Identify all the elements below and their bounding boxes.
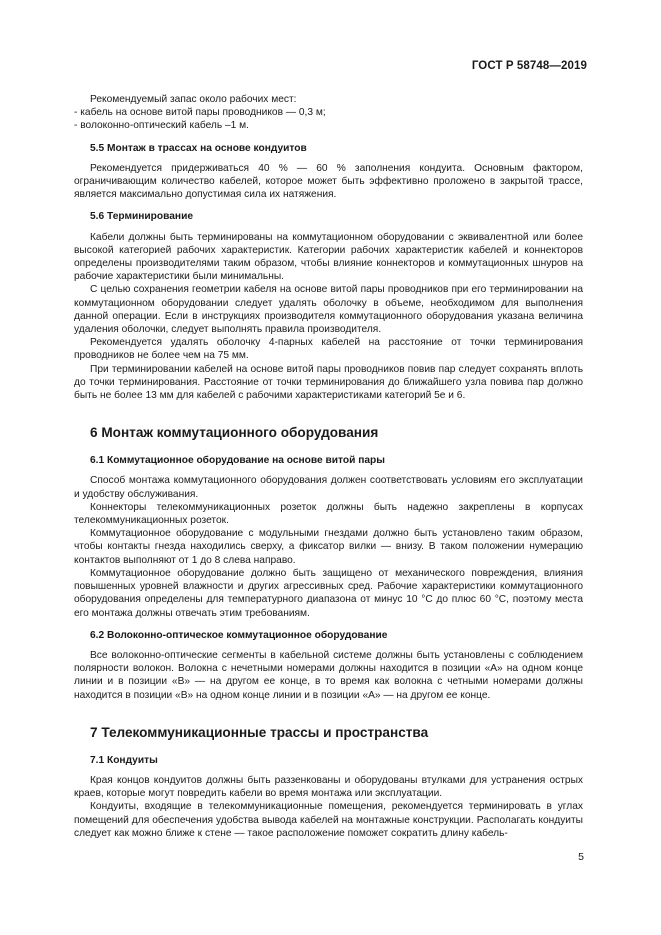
section-heading-7-1: 7.1 Кондуиты (90, 754, 158, 766)
intro-item: - волоконно-оптический кабель –1 м. (74, 120, 249, 132)
paragraph: Все волоконно-оптические сегменты в кабельной системе должны быть установлены с соблюдением полярности волокон. Волокна с нечетными номерами должны находится в позиции «А» на одном конце линии и в позиции «В» — на другом ее конце, в то время как волокна с четными номерами должны находится в позиции «В» на одном конце линии и в позиции «А» — на другом ее конце. (74, 649, 583, 701)
intro-lead: Рекомендуемый запас около рабочих мест: (90, 94, 297, 105)
section-heading-6-1: 6.1 Коммутационное оборудование на основе витой пары (90, 455, 385, 467)
paragraph: Кабели должны быть терминированы на коммутационном оборудовании с эквивалентной или более высокой категорией рабочих характеристик. Категории рабочих характеристик кабелей и коннекторов определены производителями таким образом, чтобы влияние коннекторов и коммутационных шнуров на рабочие характеристики были минимальны. (74, 231, 583, 283)
section-heading-6-2: 6.2 Волоконно-оптическое коммутационное оборудование (90, 629, 388, 641)
chapter-heading-6: 6 Монтаж коммутационного оборудования (90, 425, 379, 441)
paragraph: При терминировании кабелей на основе витой пары проводников повив пар следует сохранять вплоть до точки терминирования. Расстояние от точки терминирования до ближайшего узла повива пар должно быть не более 13 мм для кабелей с рабочими характеристиками категорий 5е и 6. (74, 363, 583, 402)
section-heading-5-6: 5.6 Терминирование (90, 211, 193, 223)
paragraph: Коммутационное оборудование с модульными гнездами должно быть установлено таким образом, чтобы контакты гнезда находились сверху, а фиксатор вилки — внизу. В таком положении нумерацию контактов выполняют от 1 до 8 слева направо. (74, 528, 583, 566)
paragraph: С целью сохранения геометрии кабеля на основе витой пары проводников при его терминировании на коммутационном оборудовании следует удалять оболочку в объеме, необходимом для выполнения данной операции. Если в инструкциях производителя коммутационного оборудования указана величина удаления оболочки, следует выполнять правила производителя. (74, 284, 583, 336)
paragraph: Рекомендуется удалять оболочку 4-парных кабелей на расстояние от точки терминирования проводников не более чем на 75 мм. (74, 337, 583, 362)
page-body (74, 93, 583, 840)
paragraph: Способ монтажа коммутационного оборудования должен соответствовать условиям его эксплуатации и удобству обслуживания. (74, 475, 583, 500)
section-heading-5-5: 5.5 Монтаж в трассах на основе кондуитов (90, 142, 307, 154)
paragraph: Кондуиты, входящие в телекоммуникационные помещения, рекомендуется терминировать в углах помещений для обеспечения удобства вывода кабелей на монтажные конструкции. Располагать кондуиты следует как можно ближе к стене — такое расположение поможет сократить длину кабель- (74, 801, 583, 839)
page-number: 5 (578, 851, 584, 863)
paragraph: Коннекторы телекоммуникационных розеток должны быть надежно закреплены в корпусах телекоммуникационных розеток. (74, 501, 583, 527)
paragraph: Рекомендуется придерживаться 40 % — 60 % заполнения кондуита. Основным фактором, ограничивающим количество кабелей, которое может быть эффективно проложено в закрытой трассе, является максимально допустимая сила их натяжения. (74, 162, 583, 201)
intro-item: - кабель на основе витой пары проводников — 0,3 м; (74, 107, 326, 119)
chapter-heading-7: 7 Телекоммуникационные трассы и пространства (90, 724, 429, 740)
paragraph: Края концов кондуитов должны быть раззенкованы и оборудованы втулками для устранения острых краев, которые могут повредить кабели во время монтажа или эксплуатации. (74, 774, 583, 800)
document-id: ГОСТ Р 58748—2019 (471, 60, 587, 72)
paragraph: Коммутационное оборудование должно быть защищено от механического повреждения, влияния повышенных уровней влажности и других агрессивных сред. Рабочие характеристики коммутационного оборудования определены для температурного диапазона от минус 10 °С до плюс 60 °С, поэтому места его монтажа должны отвечать этим требованиям. (74, 567, 583, 619)
